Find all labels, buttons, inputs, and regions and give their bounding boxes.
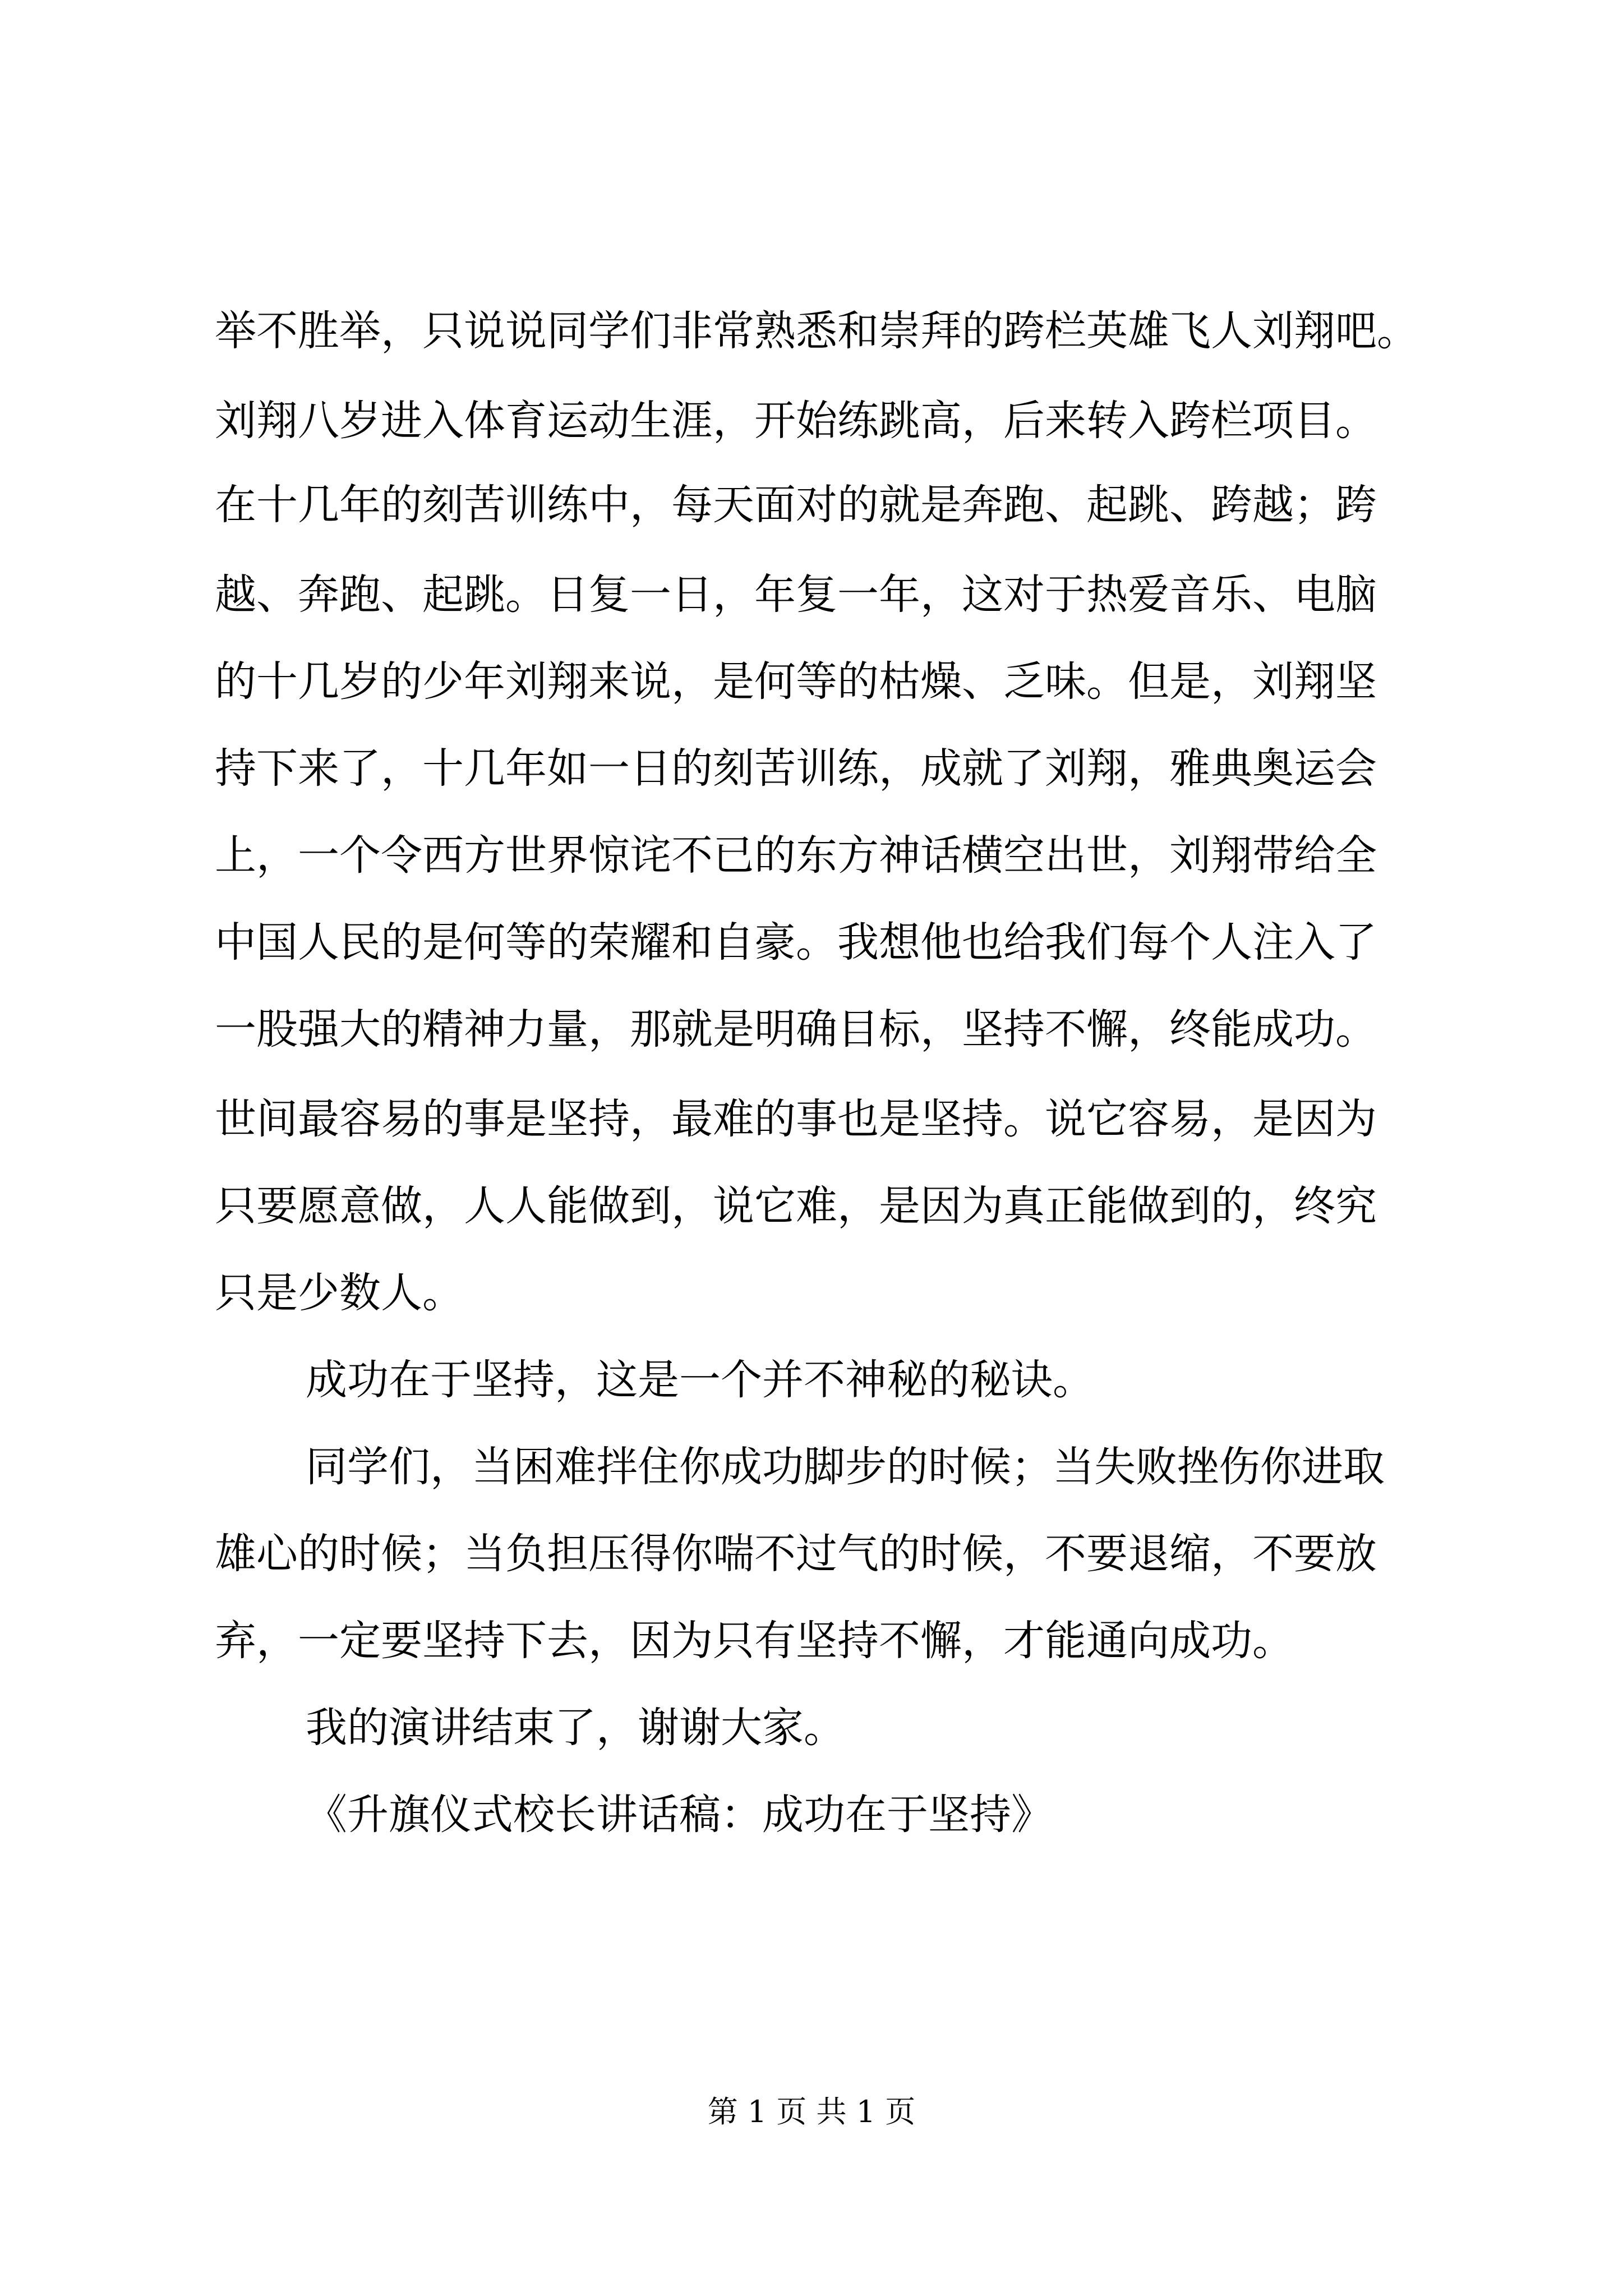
- page-number-footer: 第 1 页 共 1 页: [707, 2094, 916, 2129]
- body-line-15: 雄心的时候；当负担压得你喘不过气的时候，不要退缩，不要放: [215, 1530, 1377, 1578]
- body-line-4: 越、奔跑、起跳。日复一日，年复一年，这对于热爱音乐、电脑: [215, 570, 1377, 619]
- body-line-6: 持下来了，十几年如一日的刻苦训练，成就了刘翔，雅典奥运会: [215, 744, 1377, 793]
- body-line-3: 在十几年的刻苦训练中，每天面对的就是奔跑、起跳、跨越；跨: [215, 481, 1377, 529]
- body-line-2: 刘翔八岁进入体育运动生涯，开始练跳高，后来转入跨栏项目。: [215, 397, 1377, 445]
- body-line-5: 的十几岁的少年刘翔来说，是何等的枯燥、乏味。但是，刘翔坚: [215, 657, 1377, 706]
- body-line-1: 举不胜举，只说说同学们非常熟悉和崇拜的跨栏英雄飞人刘翔吧。: [215, 307, 1418, 355]
- body-line-7: 上，一个令西方世界惊诧不已的东方神话横空出世，刘翔带给全: [215, 831, 1377, 880]
- body-line-11: 只要愿意做，人人能做到，说它难，是因为真正能做到的，终究: [215, 1182, 1377, 1230]
- body-line-9: 一股强大的精神力量，那就是明确目标，坚持不懈，终能成功。: [215, 1005, 1377, 1053]
- body-line-14: 同学们，当困难拌住你成功脚步的时候；当失败挫伤你进取: [306, 1443, 1385, 1491]
- body-line-12: 只是少数人。: [215, 1269, 464, 1317]
- body-line-13: 成功在于坚持，这是一个并不神秘的秘诀。: [306, 1356, 1094, 1404]
- body-line-17: 我的演讲结束了，谢谢大家。: [306, 1704, 845, 1752]
- body-line-16: 弃，一定要坚持下去，因为只有坚持不懈，才能通向成功。: [215, 1617, 1294, 1665]
- document-title-line: 《升旗仪式校长讲话稿：成功在于坚持》: [306, 1791, 1053, 1839]
- body-line-8: 中国人民的是何等的荣耀和自豪。我想他也给我们每个人注入了: [215, 918, 1377, 967]
- body-line-10: 世间最容易的事是坚持，最难的事也是坚持。说它容易，是因为: [215, 1095, 1377, 1143]
